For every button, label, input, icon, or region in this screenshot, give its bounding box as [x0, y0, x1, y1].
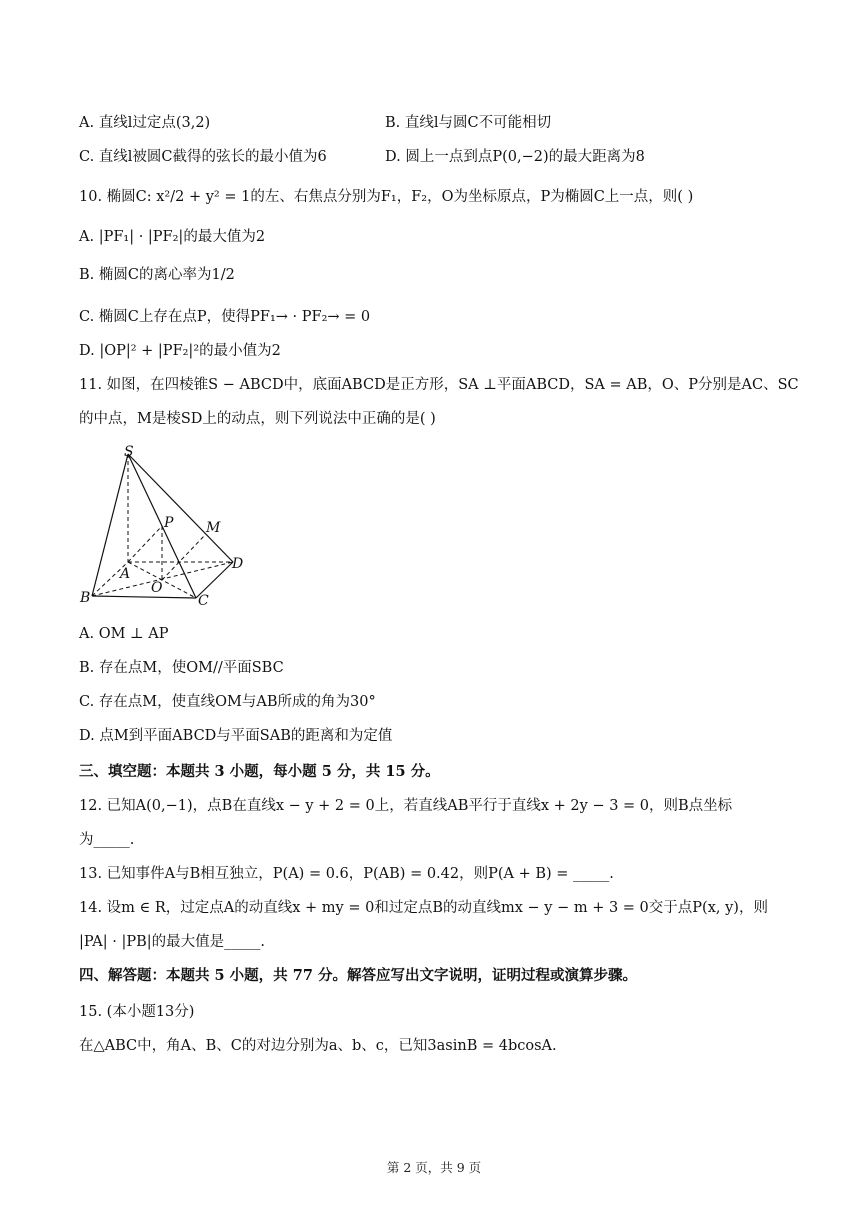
q15-title: 15. (本小题13分) — [79, 1004, 195, 1020]
q13: 13. 已知事件A与B相互独立，P(A) = 0.6，P(AB) = 0.42，则P(A + B) = _____. — [79, 866, 614, 882]
page-footer: 第 2 页，共 9 页 — [386, 1160, 482, 1175]
q11-option-c: C. 存在点M，使直线OM与AB所成的角为30° — [79, 694, 376, 710]
label-c: C — [198, 593, 209, 609]
q11-option-b: B. 存在点M，使OM//平面SBC — [79, 660, 284, 676]
q11-option-d: D. 点M到平面ABCD与平面SAB的距离和为定值 — [79, 728, 393, 744]
label-m: M — [206, 520, 221, 536]
q10-option-c: C. 椭圆C上存在点P，使得PF₁→ · PF₂→ = 0 — [79, 309, 371, 325]
label-a: A — [120, 566, 131, 582]
label-p: P — [164, 515, 174, 531]
q10-option-a: A. |PF₁| · |PF₂|的最大值为2 — [79, 229, 266, 245]
q14-line1: 14. 设m ∈ R，过定点A的动直线x + my = 0和过定点B的动直线mx − y − m + 3 = 0交于点P(x, y)，则 — [79, 900, 768, 916]
q10-option-d: D. |OP|² + |PF₂|²的最小值为2 — [79, 343, 281, 359]
q15-text: 在△ABC中，角A、B、C的对边分别为a、b、c，已知3asinB = 4bcosA. — [79, 1038, 557, 1054]
label-s: S — [124, 444, 134, 460]
label-b: B — [80, 590, 91, 606]
pyramid-figure — [78, 444, 258, 614]
q12-line2: 为_____. — [79, 832, 135, 848]
q9-option-c: C. 直线l被圆C截得的弦长的最小值为6 — [79, 149, 327, 165]
q9-option-d: D. 圆上一点到点P(0,−2)的最大距离为8 — [385, 149, 645, 165]
q11-option-a: A. OM ⊥ AP — [79, 626, 169, 642]
q12-line1: 12. 已知A(0,−1)，点B在直线x − y + 2 = 0上，若直线AB平行于直线x + 2y − 3 = 0，则B点坐标 — [79, 798, 733, 814]
q10-option-b: B. 椭圆C的离心率为1/2 — [79, 267, 235, 283]
q11-stem-line2: 的中点，M是棱SD上的动点，则下列说法中正确的是( ) — [79, 411, 436, 427]
q14-line2: |PA| · |PB|的最大值是_____. — [79, 934, 266, 950]
label-o: O — [151, 580, 163, 596]
q11-stem-line1: 11. 如图，在四棱锥S − ABCD中，底面ABCD是正方形，SA ⊥平面ABCD，SA = AB，O、P分别是AC、SC — [79, 377, 799, 393]
section-4-heading: 四、解答题：本题共 5 小题，共 77 分。解答应写出文字说明，证明过程或演算步骤。 — [79, 967, 637, 984]
section-3-heading: 三、填空题：本题共 3 小题，每小题 5 分，共 15 分。 — [79, 763, 440, 780]
q9-option-a: A. 直线l过定点(3,2) — [79, 115, 211, 131]
q9-option-b: B. 直线l与圆C不可能相切 — [385, 115, 552, 131]
q10-stem: 10. 椭圆C: x²/2 + y² = 1的左、右焦点分别为F₁，F₂，O为坐标原点，P为椭圆C上一点，则( ) — [79, 189, 694, 205]
label-d: D — [232, 556, 244, 572]
